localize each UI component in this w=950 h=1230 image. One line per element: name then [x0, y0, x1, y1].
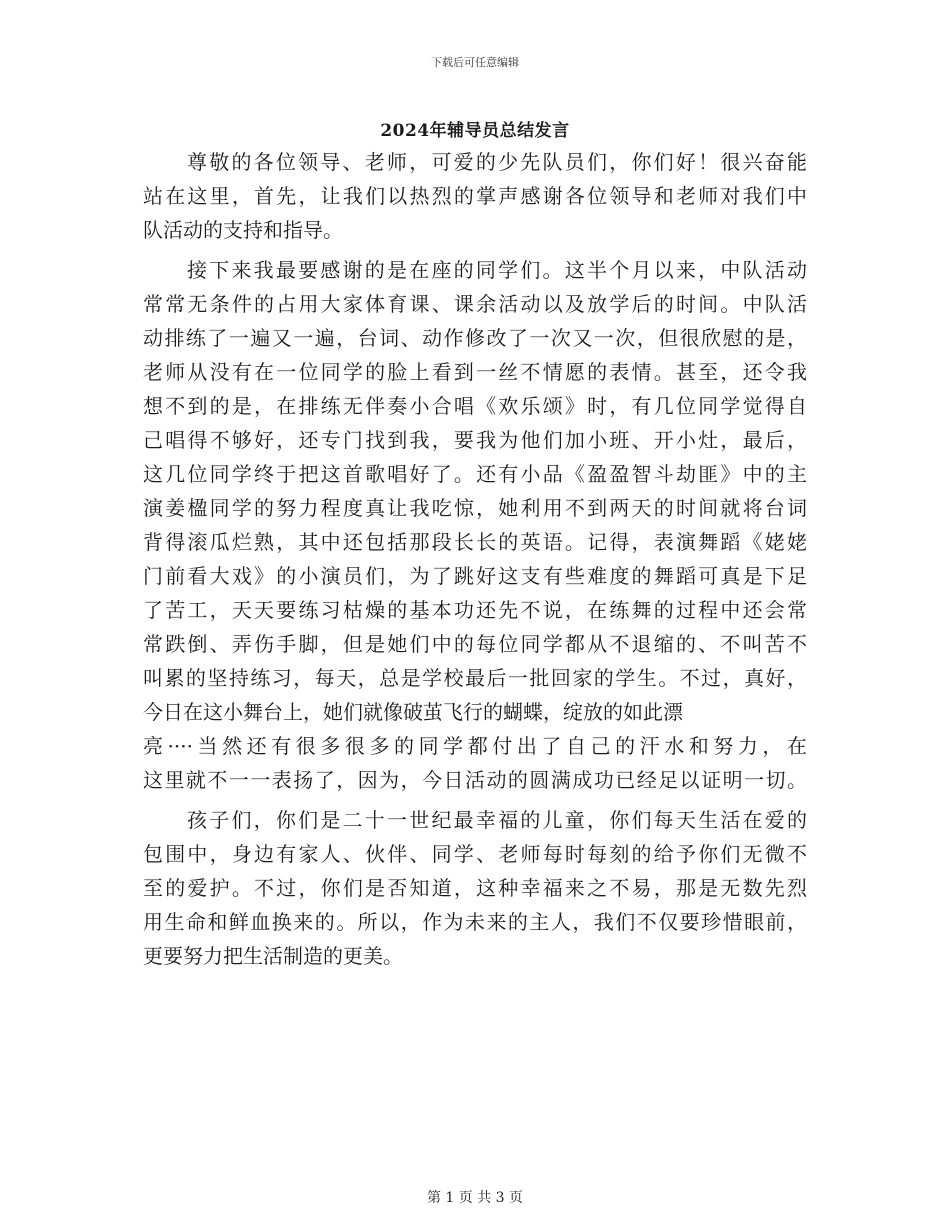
text-line: 这几位同学终于把这首歌唱好了。还有小品《盈盈智斗劫匪》中的主 [143, 462, 807, 486]
document-body [143, 145, 807, 973]
text-line: 老师从没有在一位同学的脸上看到一丝不情愿的表情。甚至，还令我 [143, 360, 807, 384]
text-line: 队活动的支持和指导。 [143, 218, 343, 242]
text-line: 用生命和鲜血换来的。所以，作为未来的主人，我们不仅要珍惜眼前， [143, 910, 807, 934]
text-line: 动排练了一遍又一遍，台词、动作修改了一次又一次，但很欣慰的是， [143, 326, 807, 350]
text-line: 门前看大戏》的小演员们，为了跳好这支有些难度的舞蹈可真是下足 [143, 564, 807, 588]
text-line: 今日在这小舞台上，她们就像破茧飞行的蝴蝶，绽放的如此漂 [143, 700, 683, 724]
document-title: 2024年辅导员总结发言 [380, 121, 570, 141]
page-number: 第 1 页 共 3 页 [426, 1190, 524, 1206]
text-line: 常跌倒、弄伤手脚，但是她们中的每位同学都从不退缩的、不叫苦不 [143, 632, 807, 656]
text-line: 叫累的坚持练习，每天，总是学校最后一批回家的学生。不过，真好， [143, 666, 807, 690]
text-line: 了苦工，天天要练习枯燥的基本功还先不说，在练舞的过程中还会常 [143, 598, 807, 622]
text-line: 亮····当然还有很多很多的同学都付出了自己的汗水和努力，在 [143, 734, 807, 758]
text-line: 包围中，身边有家人、伙伴、同学、老师每时每刻的给予你们无微不 [143, 842, 807, 866]
text-line: 想不到的是，在排练无伴奏小合唱《欢乐颂》时，有几位同学觉得自 [143, 394, 807, 418]
text-line: 接下来我最要感谢的是在座的同学们。这半个月以来，中队活动 [187, 258, 807, 282]
text-line: 至的爱护。不过，你们是否知道，这种幸福来之不易，那是无数先烈 [143, 876, 807, 900]
text-line: 演姜楹同学的努力程度真让我吃惊，她利用不到两天的时间就将台词 [143, 496, 807, 520]
text-line: 站在这里，首先，让我们以热烈的掌声感谢各位领导和老师对我们中 [143, 184, 807, 208]
text-line: 尊敬的各位领导、老师，可爱的少先队员们，你们好！很兴奋能 [187, 150, 807, 174]
page-header-note: 下载后可任意编辑 [431, 56, 519, 69]
text-line: 己唱得不够好，还专门找到我，要我为他们加小班、开小灶，最后， [143, 428, 807, 452]
text-line: 这里就不一一表扬了，因为，今日活动的圆满成功已经足以证明一切。 [143, 768, 807, 792]
text-line: 孩子们，你们是二十一世纪最幸福的儿童，你们每天生活在爱的 [187, 808, 807, 832]
text-line: 常常无条件的占用大家体育课、课余活动以及放学后的时间。中队活 [143, 292, 807, 316]
text-line: 背得滚瓜烂熟，其中还包括那段长长的英语。记得，表演舞蹈《姥姥 [143, 530, 807, 554]
text-line: 更要努力把生活制造的更美。 [143, 944, 403, 968]
